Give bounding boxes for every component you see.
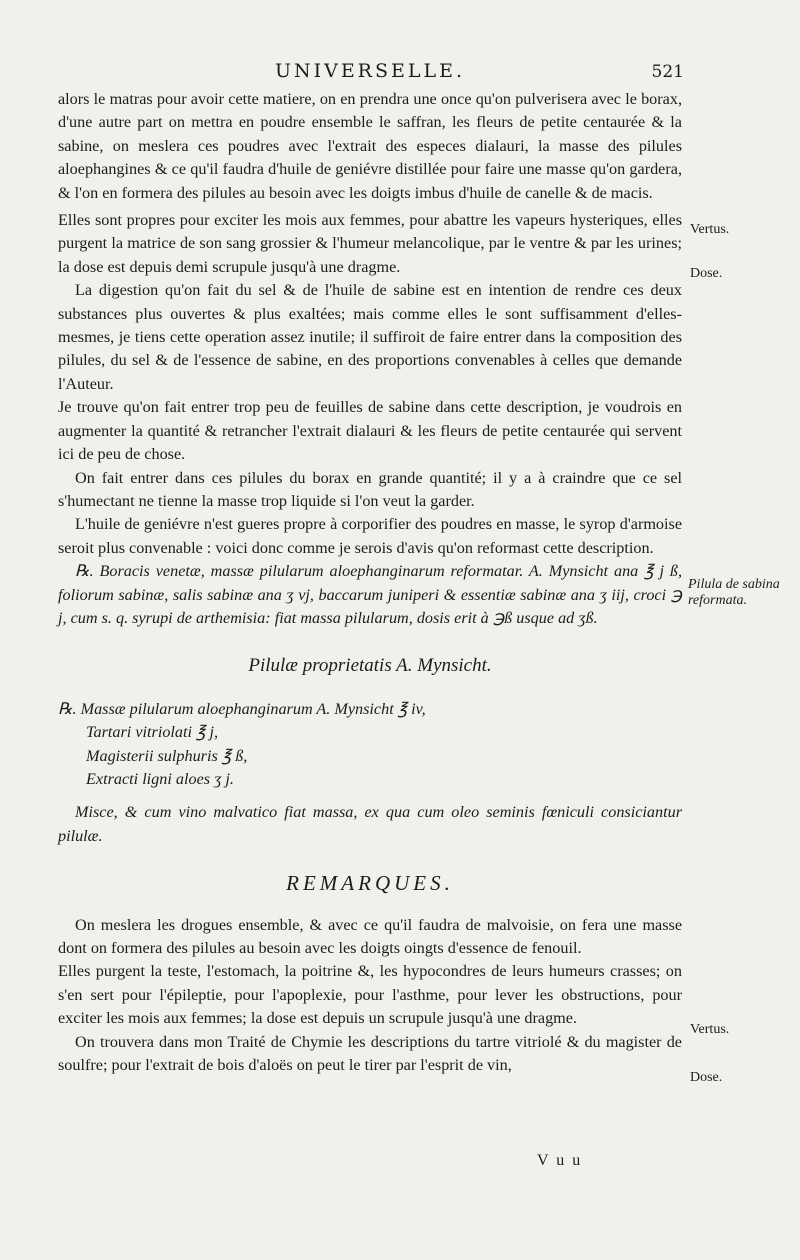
recipe-item: Tartari vitriolati ℥ j, [86,723,218,742]
recipe-item: Magisterii sulphuris ℥ ß, [86,746,248,765]
page-number: 521 [651,62,684,82]
paragraph: On fait entrer dans ces pilules du borax en grande quantité; il y a à craindre que ce sel s'humectant ne tienne la masse trop liquide si l'on veut la garder. [58,468,682,510]
running-head: UNIVERSELLE. [274,60,466,82]
remark-paragraph: On trouvera dans mon Traité de Chymie les descriptions du tartre vitriolé & du magister de soulfre; pour l'extrait de bois d'aloës on peut le tirer par l'esprit de vin, [58,1032,682,1075]
margin-note-vertus: Vertus. [690,1022,730,1037]
page-header [60,60,684,86]
remarques-title: REMARQUES. [286,871,454,896]
recipe-item: Extracti ligni aloes ʒ j. [86,769,234,788]
paragraph: Elles sont propres pour exciter les mois aux femmes, pour abattre les vapeurs hysteriques, elles purgent la matrice de son sang grossier & l'humeur melancolique, par le ventre & par les urines; la dose est depuis demi scrupule jusqu'à une dragme. [58,211,682,276]
formula-reformed: ℞. Boracis venetæ, massæ pilularum aloephanginarum reformatar. A. Mynsicht ana ℥ j ß, foliorum sabinæ, salis sabinæ ana ʒ vj, baccarum juniperi & essentiæ sabinæ ana ʒ iij, croci ℈ j, cum s. q. syrupi de arthemisia: fiat massa pilularum, dosis erit à ℈ß usque ad ʒß. [58,562,682,627]
paragraph: La digestion qu'on fait du sel & de l'huile de sabine est en intention de rendre ces deux substances plus ouvertes & plus exaltées; mais comme elles le sont suffisamment d'elles-mesmes, je tiens cette operation assez inutile; il suffiroit de faire entrer dans la composition des pilules, du sel & de l'essence de sabine, en des proportions convenables à celles que demande l'Auteur. [58,281,682,393]
margin-note-dose: Dose. [690,266,723,281]
recipe-instruction: Misce, & cum vino malvatico fiat massa, ex qua cum oleo seminis fœniculi consiciantur pilulæ. [58,803,682,845]
remark-paragraph: On meslera les drogues ensemble, & avec ce qu'il faudra de malvoisie, on fera une masse dont on formera des pilules au besoin avec les doigts oingts d'essence de fenouil. [58,915,682,957]
remark-paragraph: Elles purgent la teste, l'estomach, la poitrine &, les hypocondres de leurs humeurs crasses; on s'en sert pour l'épileptie, pour l'apoplexie, pour l'asthme, pour lever les obstructions, pour exciter les mois aux femmes; la dose est depuis un scrupule jusqu'à une dragme. [58,962,682,1028]
signature-mark: V u u [537,1152,583,1169]
paragraph: alors le matras pour avoir cette matiere, on en prendra une once qu'on pulverisera avec le borax, d'une autre part on mettra en poudre ensemble le saffran, les fleurs de petite centaurée & la sabine, on meslera ces poudres avec l'extrait des especes dialauri, la masse des pilules aloephangines & ce qu'il faudra d'huile de geniévre distillée pour faire une masse qu'on gardera, & l'on en formera des pilules au besoin avec les doigts imbus d'huile de canelle & de macis. [58,90,682,202]
main-text [58,88,682,1077]
paragraph: Je trouve qu'on fait entrer trop peu de feuilles de sabine dans cette description, je voudrois en augmenter la quantité & retrancher l'extrait dialauri & les fleurs de petite centaurée qui servent ici de peu de chose. [58,398,682,464]
recipe-first-line: ℞. Massæ pilularum aloephanginarum A. Mynsicht ℥ iv, [58,699,426,718]
margin-note-dose: Dose. [690,1070,723,1085]
margin-note-vertus: Vertus. [690,222,730,237]
margin-note-pilula: Pilula de sabina reformata. [688,577,780,608]
paragraph: L'huile de geniévre n'est gueres propre à corporifier des poudres en masse, le syrop d'armoise seroit plus convenable : voici donc comme je serois d'avis qu'on reformast cette description. [58,515,682,557]
section-title: Pilulæ proprietatis A. Mynsicht. [248,655,492,677]
